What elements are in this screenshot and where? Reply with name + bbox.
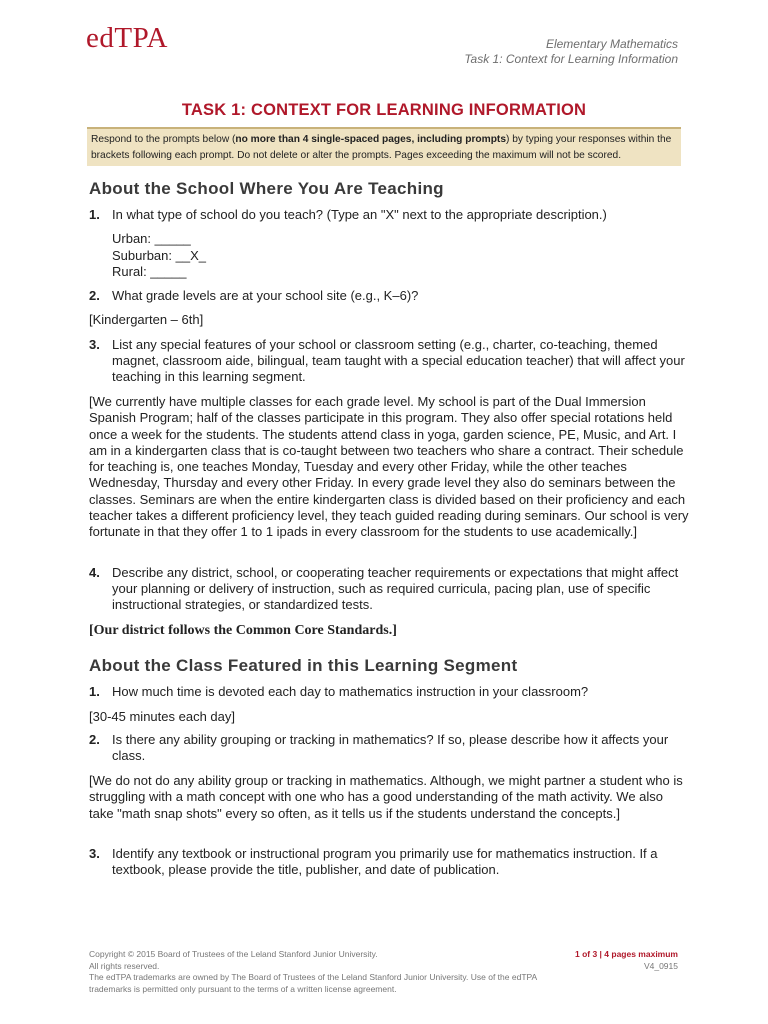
section-heading-school: About the School Where You Are Teaching [89, 179, 444, 198]
instructions-pre: Respond to the prompts below ( [91, 134, 236, 145]
prompt-2 [89, 288, 689, 304]
instructions-box [87, 127, 681, 166]
section-heading-class: About the Class Featured in this Learning Segment [89, 656, 518, 675]
prompt-1 [89, 207, 689, 223]
prompt-2 [89, 732, 689, 764]
answer-district-requirements: [Our district follows the Common Core Standards.] [89, 623, 397, 638]
page-header [464, 37, 678, 67]
prompt-3 [89, 846, 689, 878]
prompt-number: 1. [89, 207, 100, 222]
prompt-number: 4. [89, 565, 100, 580]
header-subject: Elementary Mathematics [545, 37, 678, 51]
prompt-text: Identify any textbook or instructional program you primarily use for mathematics instruction. If a textbook, please provide the title, publisher, and date of publication. [112, 846, 658, 877]
footer-legal [89, 949, 569, 995]
footer-trademark: The edTPA trademarks are owned by The Board of Trustees of the Leland Stanford Junior University. Use of the edTPA trademarks is permitted only pursuant to the terms of a written license agreement. [89, 972, 537, 994]
prompt-text: Is there any ability grouping or tracking in mathematics? If so, please describe how it affects your class. [112, 732, 669, 763]
instructions-post: ) by typing your responses within the brackets following each prompt. Do not delete or alter the prompts. Pages exceeding the maximum will not be scored. [91, 134, 672, 161]
answer-math-time: [30-45 minutes each day] [89, 709, 235, 724]
page-indicator: 1 of 3 | 4 pages maximum [574, 949, 678, 959]
prompt-number: 1. [89, 684, 100, 699]
version-label: V4_0915 [643, 960, 678, 971]
prompt-4 [89, 565, 689, 613]
prompt-text: What grade levels are at your school site (e.g., K–6)? [112, 288, 419, 303]
prompt-number: 3. [89, 846, 100, 861]
edtpa-logo: edTPA [86, 22, 168, 54]
prompt-text: List any special features of your school or classroom setting (e.g., charter, co-teaching, themed magnet, classroom aide, bilingual, team taught with a special education teacher) that will affect your teaching in this learning segment. [112, 337, 685, 384]
option-suburban: Suburban: __X_ [112, 247, 206, 263]
answer-special-features: [We currently have multiple classes for each grade level. My school is part of the Dual Immersion Spanish Program; half of the classes participate in this program. They also offer special rotations held once a week for the students. The students attend class in yoga, garden science, PE, Music, and Art. I am in a kindergarten class that is co-taught between two teachers who share a contract. Their schedule for teaching is, one teaches Monday, Tuesday and every other Friday, while the other teaches Wednesday, Thursday and every other Friday. In every grade level they also do seminars between the classes. Seminars are when the entire kindergarten class is divided based on their proficiency and each teacher takes a different proficiency level, they teach guided reading during seminars. Our school is very fortunate in that they offer 1 to 1 ipads in every classroom for the students to use academically.] [89, 394, 689, 540]
prompt-number: 2. [89, 288, 100, 303]
footer-rights: All rights reserved. [89, 960, 160, 971]
footer-page-info [575, 949, 678, 972]
school-type-options [112, 231, 206, 281]
answer-ability-grouping: [We do not do any ability group or tracking in mathematics. Although, we might partner a student who is struggling with a math concept with one who has a good understanding of the math activity. We also take "math snap shots" every so often, as it tells us if the students understand the concepts.] [89, 773, 683, 821]
option-urban: Urban: _____ [112, 231, 191, 246]
prompt-3 [89, 337, 689, 385]
prompt-number: 2. [89, 732, 100, 747]
answer-grade-levels: [Kindergarten – 6th] [89, 312, 204, 327]
prompt-text: How much time is devoted each day to mathematics instruction in your classroom? [112, 684, 589, 699]
header-task-subtitle: Task 1: Context for Learning Information [464, 52, 678, 66]
prompt-text: In what type of school do you teach? (Type an "X" next to the appropriate description.) [112, 207, 607, 222]
footer-copyright: Copyright © 2015 Board of Trustees of the Leland Stanford Junior University. [89, 949, 378, 959]
prompt-text: Describe any district, school, or cooperating teacher requirements or expectations that might affect your planning or delivery of instruction, such as required curricula, pacing plan, use of specific instructional strategies, or standardized tests. [112, 565, 679, 612]
prompt-1 [89, 684, 689, 700]
option-rural: Rural: _____ [112, 264, 187, 279]
instructions-bold: no more than 4 single-spaced pages, including prompts [235, 134, 506, 145]
prompt-number: 3. [89, 337, 100, 352]
page-title: TASK 1: CONTEXT FOR LEARNING INFORMATION [181, 101, 587, 119]
